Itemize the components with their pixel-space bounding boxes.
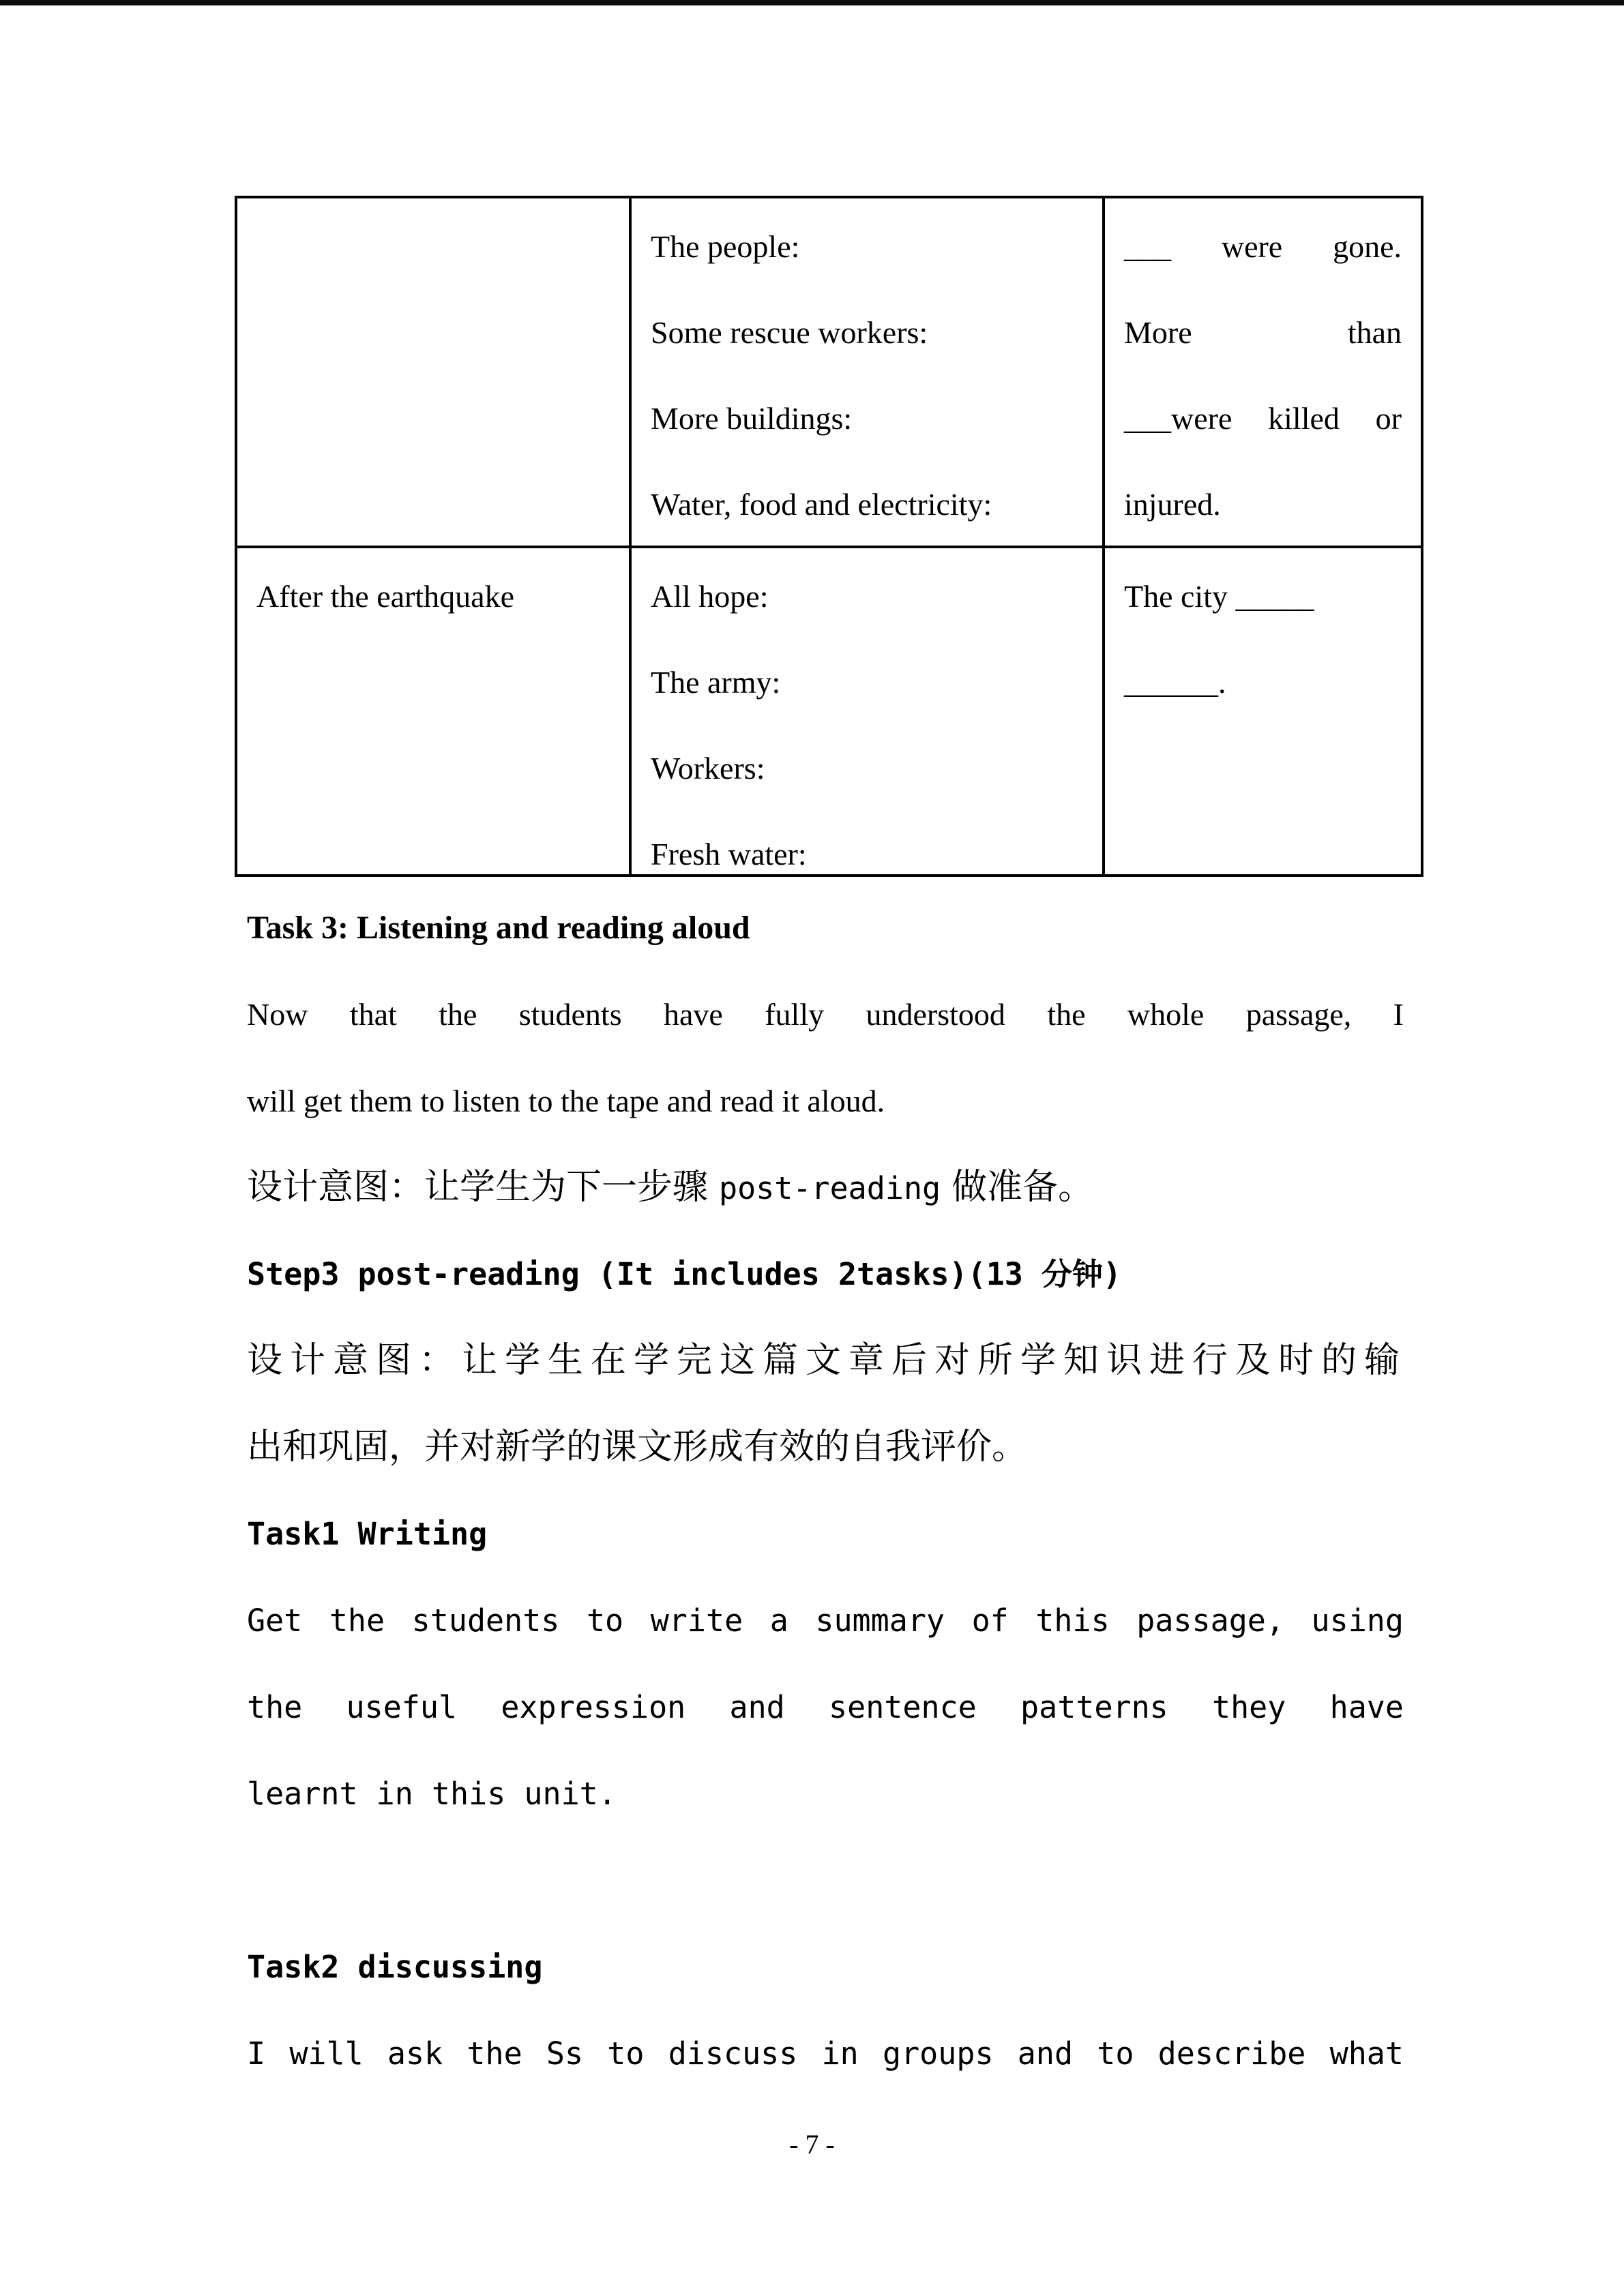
- step3-heading: Step3 post-reading (It includes 2tasks)(13 分钟): [247, 1256, 1122, 1292]
- table-cell-answers-row2: [1105, 548, 1421, 874]
- task3-heading: Task 3: Listening and reading aloud: [247, 910, 750, 946]
- table-text: ___were killed or: [1124, 401, 1402, 436]
- design-note-line: 出和巩固，并对新学的课文形成有效的自我评价。: [247, 1428, 1028, 1467]
- table-text: Workers:: [651, 751, 765, 786]
- paragraph-line: I will ask the Ss to discuss in groups and to describe what: [247, 2036, 1404, 2072]
- paragraph-line: Get the students to write a summary of this passage, using: [247, 1602, 1404, 1639]
- table-cell-answers-row1: [1105, 198, 1421, 548]
- table-cell-items-row2: [632, 548, 1105, 874]
- paragraph-line: will get them to listen to the tape and read it aloud.: [247, 1084, 885, 1118]
- table-text: After the earthquake: [256, 579, 515, 614]
- design-note-line: 设计意图：让学生在学完这篇文章后对所学知识进行及时的输: [247, 1341, 1408, 1380]
- table-text: injured.: [1124, 487, 1221, 522]
- table-text: ___ were gone.: [1124, 229, 1402, 264]
- design-note-line: [247, 1144, 1404, 1231]
- paragraph-line: the useful expression and sentence patterns they have: [247, 1689, 1404, 1725]
- blank-line: [247, 1837, 1404, 1924]
- lesson-plan-body: [247, 884, 1408, 2097]
- design-note-latin: post-reading: [719, 1170, 941, 1206]
- table-cell-items-row1: [632, 198, 1105, 548]
- page-top-border: [0, 0, 1624, 5]
- table-text: The city _____: [1124, 579, 1314, 614]
- table-text: The army:: [651, 665, 781, 700]
- table-text: The people:: [651, 229, 800, 264]
- table-cell-stage-row1: [237, 198, 632, 548]
- table-text: All hope:: [651, 579, 769, 614]
- task1-heading: Task1 Writing: [247, 1516, 488, 1552]
- table-cell-stage-row2: [237, 548, 632, 874]
- paragraph-line: Now that the students have fully understood the whole passage, I: [247, 997, 1404, 1032]
- paragraph-line: learnt in this unit.: [247, 1776, 617, 1812]
- table-text: Fresh water:: [651, 837, 807, 871]
- table-text: [256, 204, 610, 290]
- table-text: More than: [1124, 315, 1402, 350]
- page-number: - 7 -: [789, 2129, 835, 2160]
- design-note-prefix: 设计意图：让学生为下一步骤: [247, 1168, 709, 1207]
- table-text: Some rescue workers:: [651, 315, 928, 350]
- table-text: More buildings:: [651, 401, 853, 436]
- design-note-suffix: 做准备。: [951, 1168, 1094, 1207]
- table-text: ______.: [1124, 665, 1226, 700]
- table-text: Water, food and electricity:: [651, 487, 992, 522]
- task2-heading: Task2 discussing: [247, 1949, 543, 1985]
- earthquake-summary-table: [235, 196, 1423, 877]
